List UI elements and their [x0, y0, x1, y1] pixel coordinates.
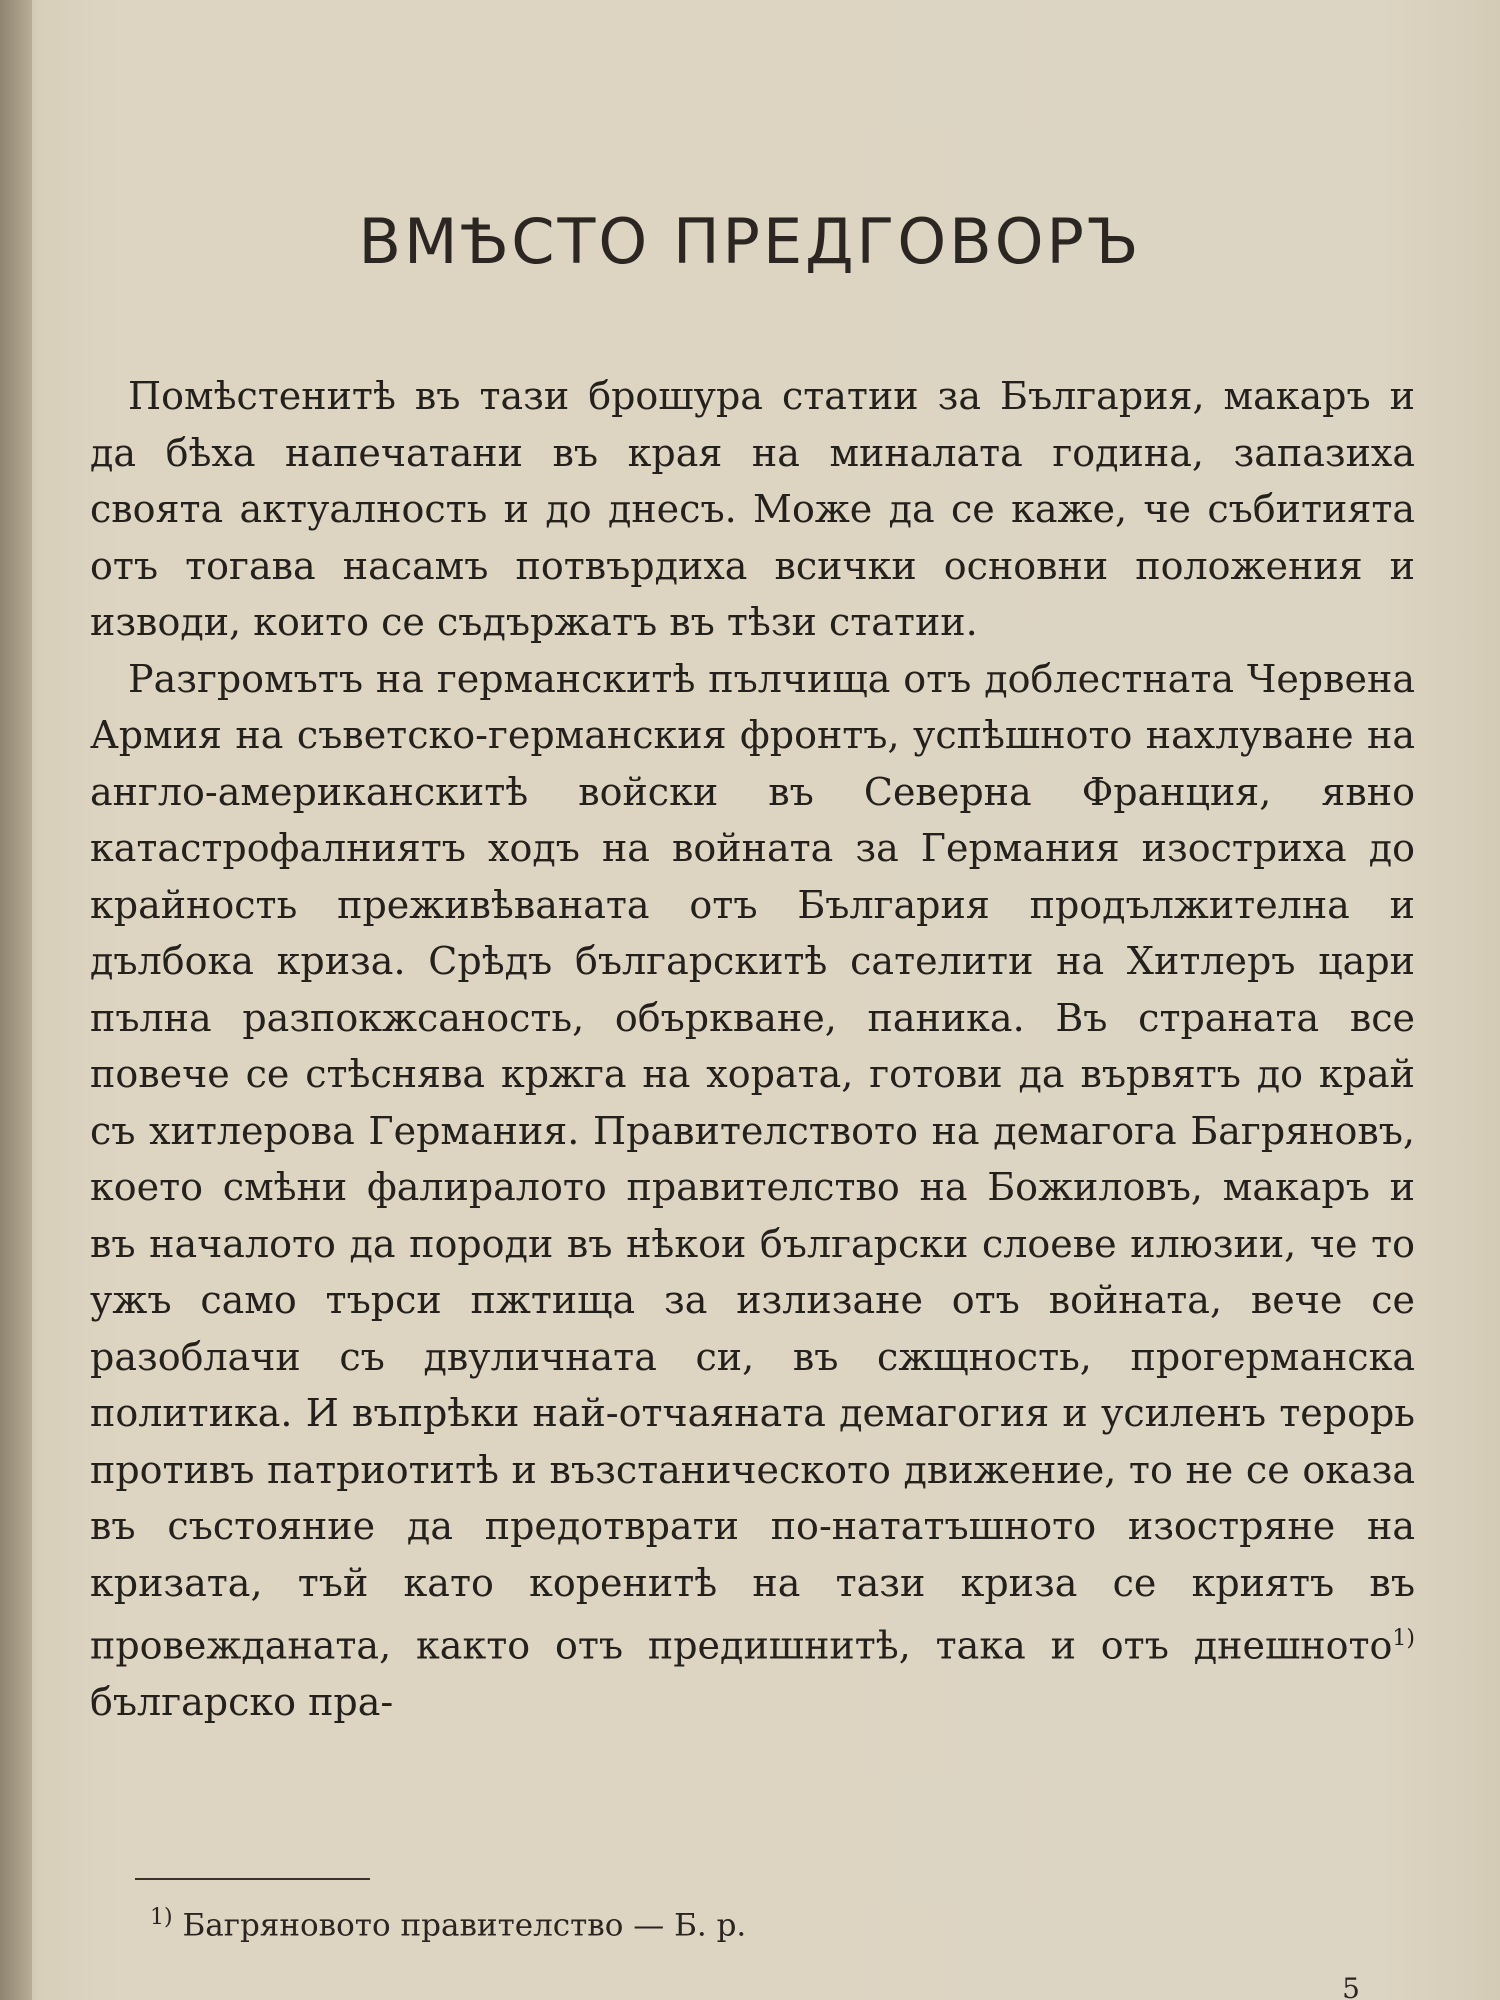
paragraph-1: Помѣстенитѣ въ тази брошура статии за България, макаръ и да бѣха напечатани въ края на миналата година, запазиха своята актуалность и до днесъ. Може да се каже, че събитията отъ тогава насамъ потвърдиха всички основни положения и изводи, които се съдържатъ въ тѣзи статии.	[90, 374, 1415, 644]
footnote-number: 1)	[150, 1905, 173, 1930]
footnote-marker: 1)	[1392, 1626, 1415, 1651]
body-text	[90, 368, 1415, 1731]
paragraph-2-continuation: българско пра-	[90, 1680, 394, 1725]
footnote-divider	[135, 1878, 370, 1880]
footnote-text: Багряновото правителство — Б. р.	[182, 1907, 747, 1944]
paragraph-2	[90, 651, 1415, 1731]
footnote	[150, 1905, 746, 1943]
page-gutter	[0, 0, 32, 2000]
paragraph-2-text: Разгромътъ на германскитѣ пълчища отъ доблестната Червена Армия на съветско-германския фронтъ, успѣшното нахлуване на англо-американскитѣ войски въ Северна Франция, явно катастрофалниятъ ходъ на войната за Германия изостриха до крайность преживѣваната отъ България продължителна и дълбока криза. Срѣдъ българскитѣ сателити на Хитлеръ цари пълна разпокжсаность, объркване, паника. Въ страната все повече се стѣснява кржга на хората, готови да вървятъ до край съ хитлерова Германия. Правителството на демагога Багряновъ, което смѣни фалиралото правителство на Божиловъ, макаръ и въ началото да породи въ нѣкои български слоеве илюзии, че то ужъ само търси пжтища за излизане отъ войната, вече се разоблачи съ двуличната си, въ сжщность, прогерманска политика. И въпрѣки най-отчаяната демагогия и усиленъ терорь противъ патриотитѣ и възстаническото движение, то не се оказа въ състояние да предотврати по-нататъшното изостряне на кризата, тъй като коренитѣ на тази криза се криятъ въ провежданата, както отъ предишнитѣ, така и отъ днешното	[90, 656, 1415, 1668]
page-title: ВМѢСТО ПРЕДГОВОРЪ	[358, 205, 1142, 278]
page-number: 5	[1342, 1972, 1360, 2000]
